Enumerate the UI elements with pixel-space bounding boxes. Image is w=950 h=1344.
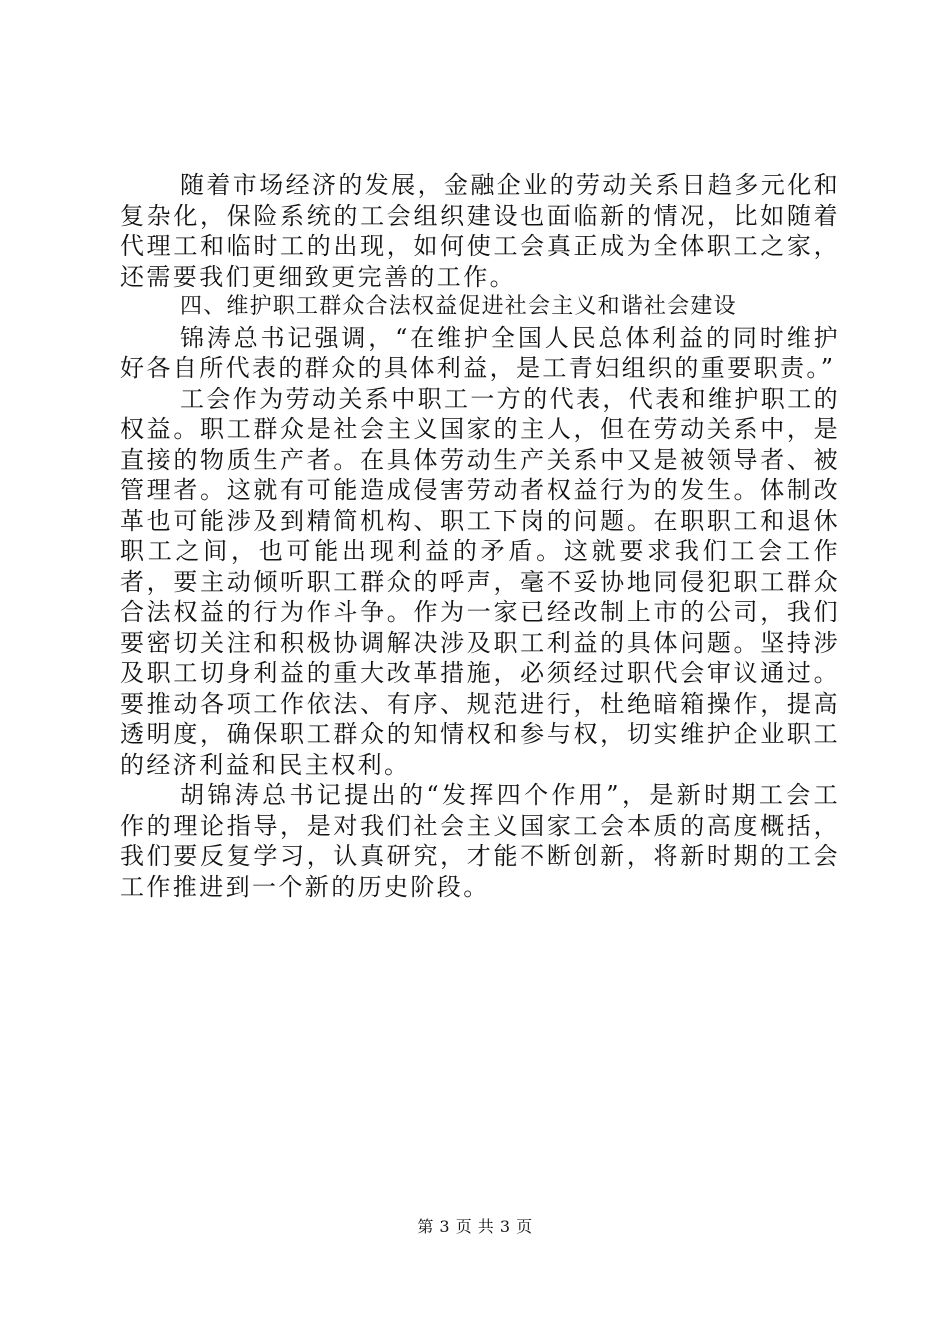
page-number-footer: 第 3 页 共 3 页 [417,1217,533,1236]
paragraph-union-rights: 工会作为劳动关系中职工一方的代表，代表和维护职工的权益。职工群众是社会主义国家的主人，但在劳动关系中，是直接的物质生产者。在具体劳动生产关系中又是被领导者、被管理者。这就有可能造成侵害劳动者权益行为的发生。体制改革也可能涉及到精简机构、职工下岗的问题。在职职工和退休职工之间，也可能出现利益的矛盾。这就要求我们工会工作者，要主动倾听职工群众的呼声，毫不妥协地同侵犯职工群众合法权益的行为作斗争。作为一家已经改制上市的公司，我们要密切关注和积极协调解决涉及职工利益的具体问题。坚持涉及职工切身利益的重大改革措施，必须经过职代会审议通过。要推动各项工作依法、有序、规范进行，杜绝暗箱操作，提高透明度，确保职工群众的知情权和参与权，切实维护企业职工的经济利益和民主权利。 [120,384,840,779]
document-body [120,170,840,902]
paragraph-quote: 锦涛总书记强调，“在维护全国人民总体利益的同时维护好各自所代表的群众的具体利益，是工青妇组织的重要职责。” [120,323,840,382]
paragraph-labor-relations: 随着市场经济的发展，金融企业的劳动关系日趋多元化和复杂化，保险系统的工会组织建设也面临新的情况，比如随着代理工和临时工的出现，如何使工会真正成为全体职工之家，还需要我们更细致更完善的工作。 [120,171,840,291]
section-heading-four: 四、维护职工群众合法权益促进社会主义和谐社会建设 [180,294,737,319]
paragraph-conclusion: 胡锦涛总书记提出的“发挥四个作用”，是新时期工会工作的理论指导，是对我们社会主义国家工会本质的高度概括，我们要反复学习，认真研究，才能不断创新，将新时期的工会工作推进到一个新的历史阶段。 [120,781,840,901]
